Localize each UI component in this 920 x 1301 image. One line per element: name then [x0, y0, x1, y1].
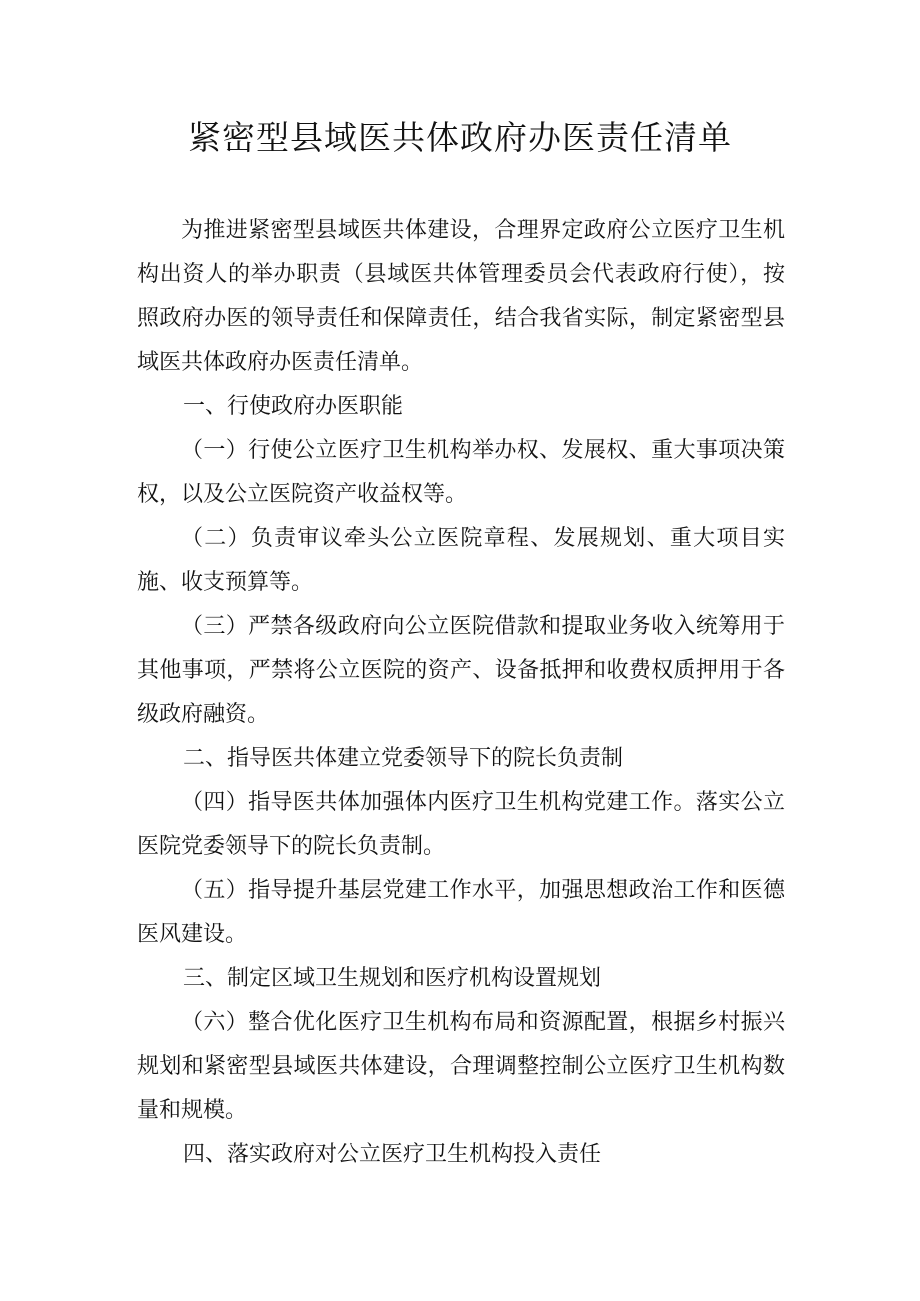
clause-3: （三）严禁各级政府向公立医院借款和提取业务收入统筹用于其他事项，严禁将公立医院的资产、设备抵押和收费权质押用于各级政府融资。: [137, 614, 785, 727]
section-heading-3: 三、制定区域卫生规划和医疗机构设置规划: [183, 966, 602, 991]
document-body: [137, 209, 785, 1177]
clause-5: （五）指导提升基层党建工作水平，加强思想政治工作和医德医风建设。: [137, 878, 785, 947]
section-heading-2: 二、指导医共体建立党委领导下的院长负责制: [183, 746, 624, 771]
section-heading-4: 四、落实政府对公立医疗卫生机构投入责任: [183, 1142, 602, 1167]
clause-1: （一）行使公立医疗卫生机构举办权、发展权、重大事项决策权，以及公立医院资产收益权等。: [137, 438, 785, 507]
clause-2: （二）负责审议牵头公立医院章程、发展规划、重大项目实施、收支预算等。: [137, 526, 785, 595]
document-title: 紧密型县域医共体政府办医责任清单: [188, 118, 732, 157]
clause-6: （六）整合优化医疗卫生机构布局和资源配置，根据乡村振兴规划和紧密型县域医共体建设，合理调整控制公立医疗卫生机构数量和规模。: [137, 1010, 785, 1123]
intro-paragraph: 为推进紧密型县域医共体建设，合理界定政府公立医疗卫生机构出资人的举办职责（县域医共体管理委员会代表政府行使），按照政府办医的领导责任和保障责任，结合我省实际，制定紧密型县域医共体政府办医责任清单。: [137, 218, 785, 375]
section-heading-1: 一、行使政府办医职能: [183, 394, 404, 419]
clause-4: （四）指导医共体加强体内医疗卫生机构党建工作。落实公立医院党委领导下的院长负责制。: [137, 790, 785, 859]
